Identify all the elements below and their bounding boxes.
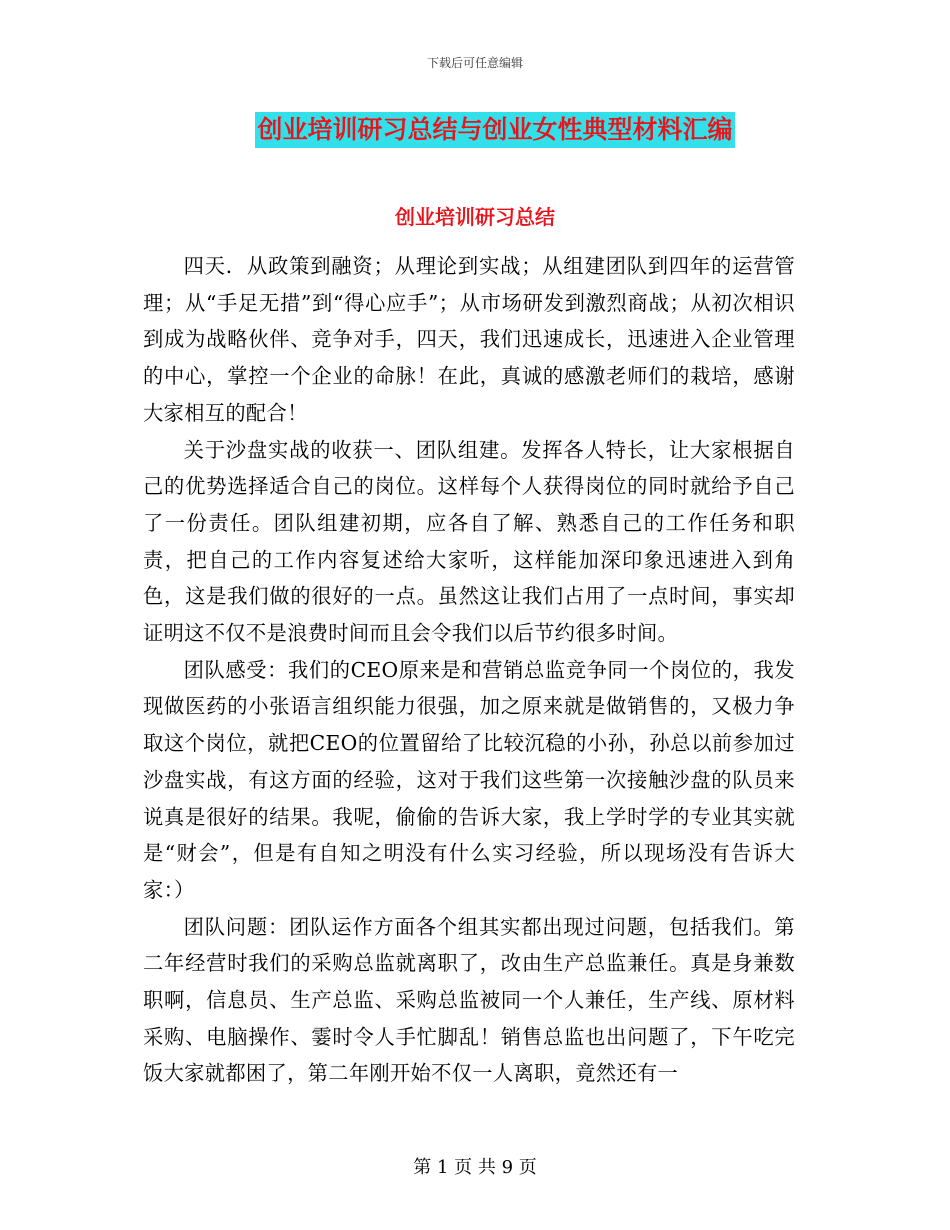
page-footer: 第 1 页 共 9 页	[413, 1157, 537, 1178]
paragraph-1: 四天．从政策到融资；从理论到实战；从组建团队到四年的运营管理；从“手足无措”到“得心应手”；从市场研发到激烈商战；从初次相识到成为战略伙伴、竞争对手，四天，我们迅速成长，迅速进入企业管理的中心，掌控一个企业的命脉！在此，真诚的感激老师们的栽培，感谢大家相互的配合！	[143, 254, 795, 425]
page-header-note: 下载后可任意编辑	[426, 56, 523, 70]
document-title-container	[0, 112, 950, 148]
section-title: 创业培训研习总结	[395, 205, 555, 229]
document-title: 创业培训研习总结与创业女性典型材料汇编	[255, 112, 734, 148]
paragraph-4: 团队问题：团队运作方面各个组其实都出现过问题，包括我们。第二年经营时我们的采购总监就离职了，改由生产总监兼任。真是身兼数职啊，信息员、生产总监、采购总监被同一个人兼任，生产线、原材料采购、电脑操作、霎时令人手忙脚乱！销售总监也出问题了，下午吃完饭大家就都困了，第二年刚开始不仅一人离职，竟然还有一	[143, 914, 795, 1086]
document-body	[143, 248, 795, 1092]
paragraph-2: 关于沙盘实战的收获一、团队组建。发挥各人特长，让大家根据自己的优势选择适合自己的岗位。这样每个人获得岗位的同时就给予自己了一份责任。团队组建初期，应各自了解、熟悉自己的工作任务和职责，把自己的工作内容复述给大家听，这样能加深印象迅速进入到角色，这是我们做的很好的一点。虽然这让我们占用了一点时间，事实却证明这不仅不是浪费时间而且会令我们以后节约很多时间。	[143, 437, 795, 646]
paragraph-3: 团队感受：我们的CEO原来是和营销总监竞争同一个岗位的，我发现做医药的小张语言组织能力很强，加之原来就是做销售的，又极力争取这个岗位，就把CEO的位置留给了比较沉稳的小孙，孙总以前参加过沙盘实战，有这方面的经验，这对于我们这些第一次接触沙盘的队员来说真是很好的结果。我呢，偷偷的告诉大家，我上学时学的专业其实就是“财会”，但是有自知之明没有什么实习经验，所以现场没有告诉大家：）	[143, 657, 795, 902]
